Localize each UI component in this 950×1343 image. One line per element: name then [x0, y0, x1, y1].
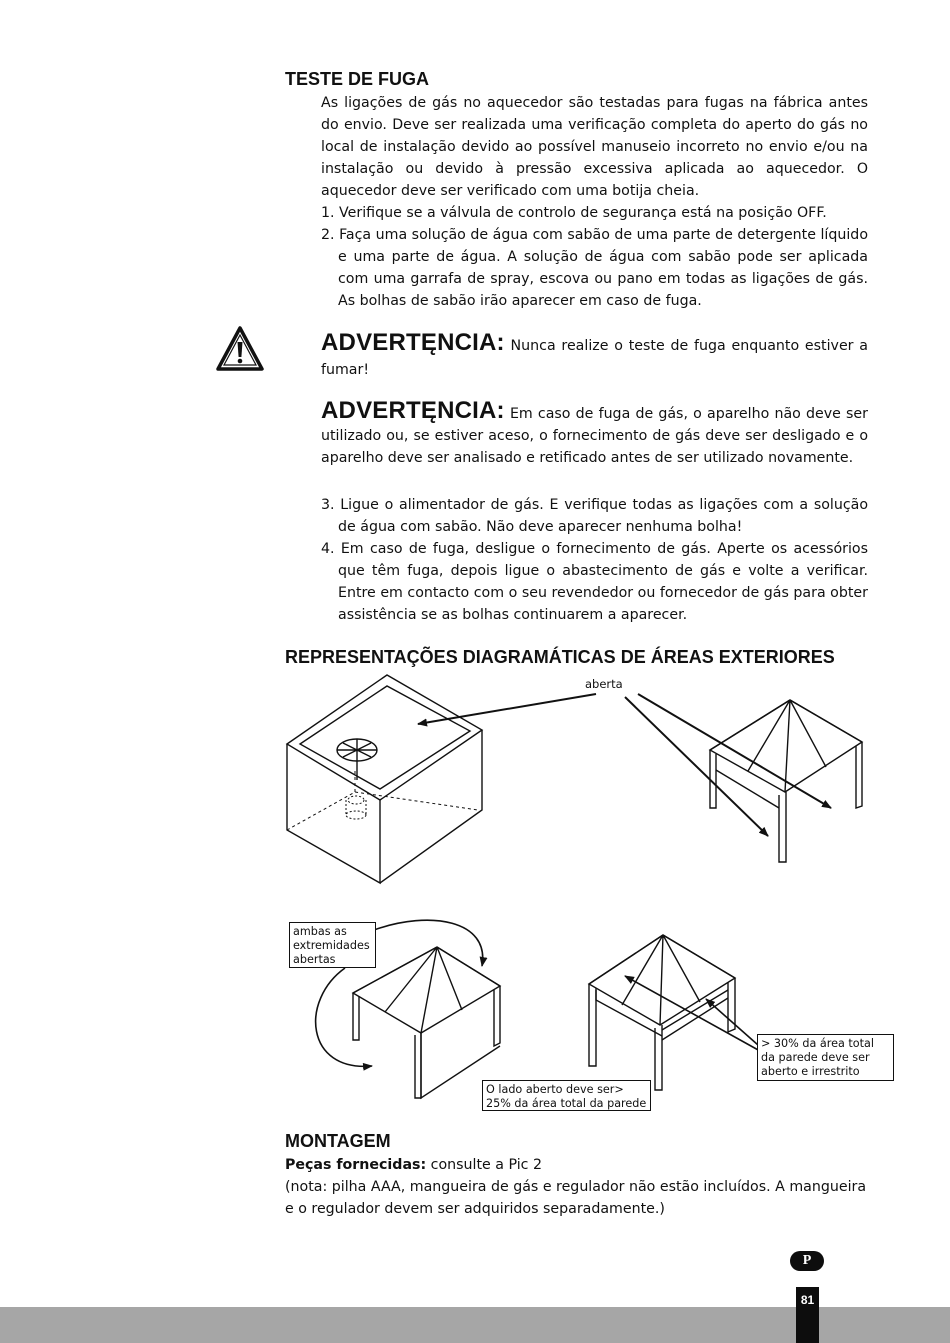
callout-open-30: > 30% da área total da parede deve ser aberto e irrestrito [757, 1034, 894, 1081]
open-top-enclosure [287, 675, 482, 883]
gazebo-both-ends-open [353, 947, 500, 1098]
leak-test-intro: As ligações de gás no aquecedor são testadas para fugas na fábrica antes do envio. Deve ser realizada uma verificação completa do aperto do gás no local de instalação devido ao possível manuseio incorreto no envio e/ou na instalação ou devido à pressão excessiva aplicada ao aquecedor. O aquecedor deve ser verificado com uma botija cheia. [321, 95, 868, 199]
step-1: 1. Verifique se a válvula de controlo de segurança está na posição OFF. [321, 205, 827, 221]
warning-1-text: Nunca realize o teste de fuga enquanto estiver a fumar! [321, 338, 868, 378]
warning-1-label: ADVERTĘNCIA: [321, 329, 505, 356]
callout-open-side-25: O lado aberto deve ser> 25% da área total da parede [482, 1080, 651, 1111]
section-heading-diagrams: REPRESENTAÇÕES DIAGRAMÁTICAS DE ÁREAS EXTERIORES [285, 647, 835, 667]
step-4: 4. Em caso de fuga, desligue o fornecimento de gás. Aperte os acessórios que têm fuga, depois ligue o abastecimento de gás e volte a verificar. Entre em contacto com o seu revendedor ou fornecedor de gás para obter assistência se as bolhas continuarem a aparecer. [321, 541, 868, 623]
gazebo-partially-open [589, 935, 735, 1090]
label-open: aberta [585, 677, 623, 691]
step-3: 3. Ligue o alimentador de gás. E verifique todas as ligações com a solução de água com sabão. Não deve aparecer nenhuma bolha! [321, 497, 868, 535]
callout-both-ends-open: ambas as extremidades abertas [289, 922, 376, 968]
section-heading-leak-test: TESTE DE FUGA [285, 69, 430, 89]
step-2: 2. Faça uma solução de água com sabão de uma parte de detergente líquido e uma parte de água. A solução de água com sabão pode ser aplicada com uma garrafa de spray, escova ou pano em todas as ligações de gás. As bolhas de sabão irão aparecer em caso de fuga. [321, 227, 868, 309]
warning-2-text: Em caso de fuga de gás, o aparelho não deve ser utilizado ou, se estiver aceso, o fornecimento de gás deve ser desligado e o aparelho deve ser analisado e retificado antes de ser utilizado novamente. [321, 406, 868, 466]
parts-supplied [285, 1154, 870, 1176]
parts-text: consulte a Pic 2 [426, 1157, 542, 1173]
assembly-note: (nota: pilha AAA, mangueira de gás e regulador não estão incluídos. A mangueira e o regulador devem ser adquiridos separadamente.) [285, 1179, 867, 1217]
language-badge: P [790, 1251, 824, 1271]
section-heading-assembly: MONTAGEM [285, 1131, 391, 1151]
page-number: 81 [796, 1287, 819, 1343]
warning-2-label: ADVERTĘNCIA: [321, 397, 505, 424]
parts-label: Peças fornecidas: [285, 1157, 427, 1173]
